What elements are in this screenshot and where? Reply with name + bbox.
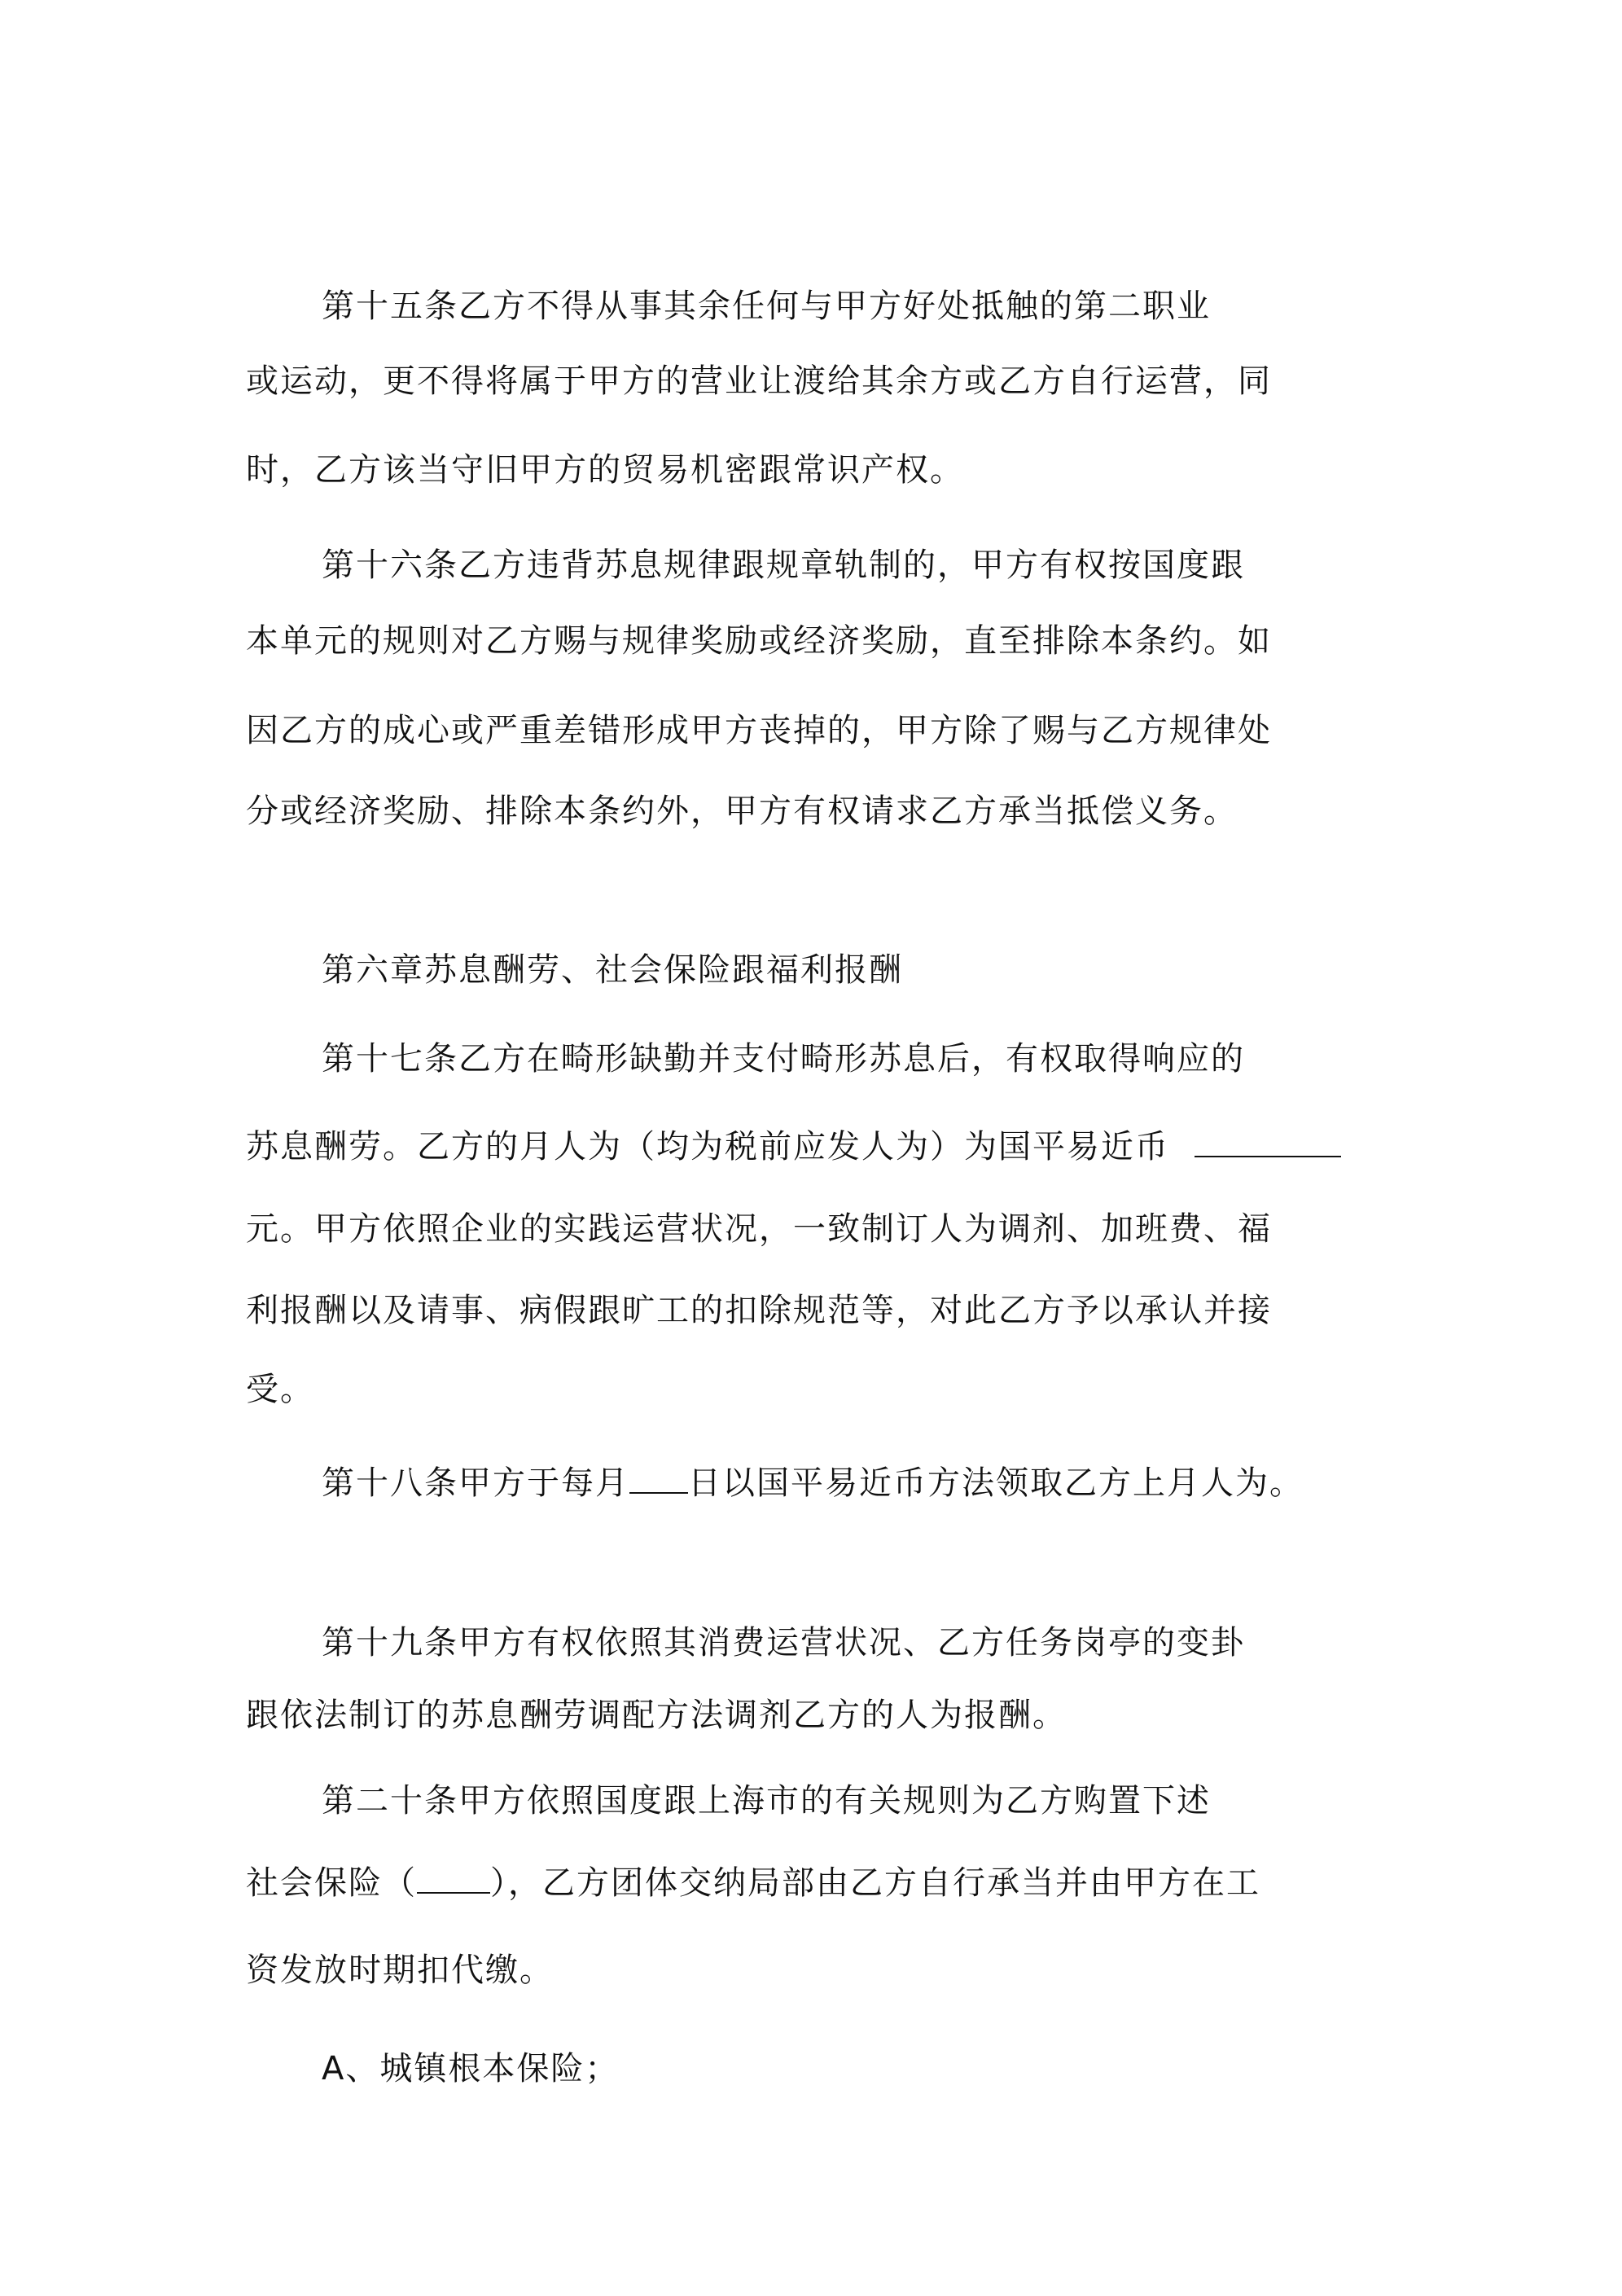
- article-17-line-5: 受。: [246, 1371, 314, 1408]
- article-20-line-2: [246, 1864, 1260, 1903]
- article-18-line-1: [322, 1464, 1304, 1503]
- chapter-6-title: 第六章苏息酬劳、社会保险跟福利报酬: [322, 951, 903, 989]
- article-19-line-1: 第十九条甲方有权依照其消费运营状况、乙方任务岗亭的变卦: [322, 1624, 1245, 1662]
- article-16-line-4: 分或经济奖励、排除本条约外，甲方有权请求乙方承当抵偿义务。: [246, 792, 1238, 830]
- article-16-line-3: 因乙方的成心或严重差错形成甲方丧掉的，甲方除了赐与乙方规律处: [246, 712, 1272, 749]
- article-16-line-1: 第十六条乙方违背苏息规律跟规章轨制的，甲方有权按国度跟: [322, 547, 1245, 584]
- pay-day-blank: [629, 1489, 688, 1494]
- article-17-line-1: 第十七条乙方在畸形缺勤并支付畸形苏息后，有权取得响应的: [322, 1040, 1245, 1078]
- article-20-line-1: 第二十条甲方依照国度跟上海市的有关规则为乙方购置下述: [322, 1782, 1211, 1820]
- article-20-line-2-start: 社会保险（: [246, 1864, 417, 1902]
- article-17-line-4: 利报酬以及请事、病假跟旷工的扣除规范等，对此乙方予以承认并接: [246, 1292, 1272, 1329]
- article-18-part-2: 日以国平易近币方法领取乙方上月人为。: [688, 1464, 1304, 1502]
- salary-amount-blank: [1195, 1152, 1341, 1157]
- article-20-line-2-end: ），乙方团体交纳局部由乙方自行承当并由甲方在工: [490, 1864, 1260, 1902]
- article-15-line-1: 第十五条乙方不得从事其余任何与甲方好处抵触的第二职业: [322, 288, 1211, 325]
- article-17-line-2-text: 苏息酬劳。乙方的月人为（均为税前应发人为）为国平易近币: [246, 1128, 1169, 1166]
- article-15-line-3: 时，乙方该当守旧甲方的贸易机密跟常识产权。: [246, 451, 964, 489]
- article-20-line-3: 资发放时期扣代缴。: [246, 1951, 554, 1989]
- insurance-type-blank: [417, 1889, 490, 1894]
- article-15-line-2: 或运动，更不得将属于甲方的营业让渡给其余方或乙方自行运营，同: [246, 362, 1272, 400]
- article-17-line-2: [246, 1127, 1341, 1166]
- article-16-line-2: 本单元的规则对乙方赐与规律奖励或经济奖励，直至排除本条约。如: [246, 622, 1272, 660]
- item-a: A、城镇根本保险；: [322, 2050, 620, 2087]
- article-18-part-1: 第十八条甲方于每月: [322, 1464, 629, 1502]
- article-17-line-3: 元。甲方依照企业的实践运营状况，一致制订人为调剂、加班费、福: [246, 1210, 1272, 1248]
- article-19-line-2: 跟依法制订的苏息酬劳调配方法调剂乙方的人为报酬。: [246, 1697, 1067, 1734]
